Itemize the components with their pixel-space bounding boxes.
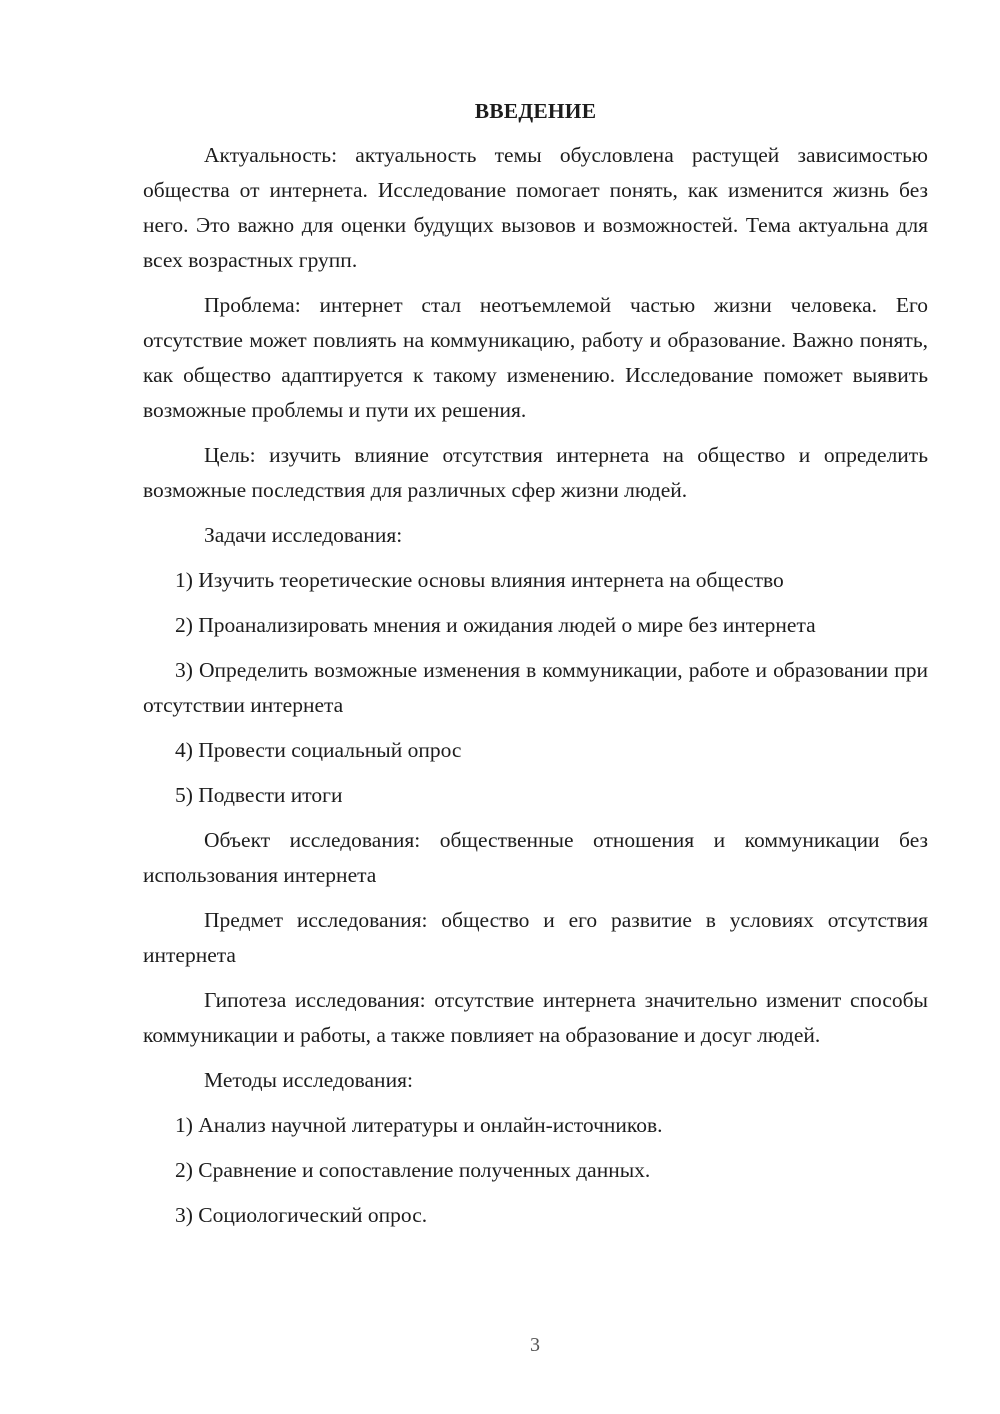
paragraph-methods-heading: Методы исследования:	[204, 1068, 413, 1092]
list-item-method-1: 1) Анализ научной литературы и онлайн-источников.	[175, 1113, 663, 1137]
paragraph-relevance: Актуальность: актуальность темы обусловлена растущей зависимостью общества от интернета. Исследование помогает понять, как изменится жизнь без него. Это важно для оценки будущих вызовов и возможностей. Тема актуальна для всех возрастных групп.	[143, 143, 928, 272]
list-item-task-5: 5) Подвести итоги	[175, 783, 343, 807]
list-item-task-1: 1) Изучить теоретические основы влияния интернета на общество	[175, 568, 784, 592]
list-item-task-4: 4) Провести социальный опрос	[175, 738, 462, 762]
paragraph-subject: Предмет исследования: общество и его развитие в условиях отсутствия интернета	[143, 908, 928, 967]
list-item-task-3: 3) Определить возможные изменения в коммуникации, работе и образовании при отсутствии интернета	[143, 658, 928, 717]
page-number: 3	[530, 1334, 540, 1356]
list-item-method-3: 3) Социологический опрос.	[175, 1203, 428, 1227]
paragraph-hypothesis: Гипотеза исследования: отсутствие интернета значительно изменит способы коммуникации и работы, а также повлияет на образование и досуг людей.	[143, 988, 928, 1047]
document-page	[143, 96, 928, 1243]
list-item-method-2: 2) Сравнение и сопоставление полученных данных.	[175, 1158, 651, 1182]
list-item-task-2: 2) Проанализировать мнения и ожидания людей о мире без интернета	[175, 613, 816, 637]
paragraph-problem: Проблема: интернет стал неотъемлемой частью жизни человека. Его отсутствие может повлиять на коммуникацию, работу и образование. Важно понять, как общество адаптируется к такому изменению. Исследование поможет выявить возможные проблемы и пути их решения.	[143, 293, 928, 422]
paragraph-object: Объект исследования: общественные отношения и коммуникации без использования интернета	[143, 828, 928, 887]
section-title: ВВЕДЕНИЕ	[474, 99, 597, 123]
paragraph-goal: Цель: изучить влияние отсутствия интернета на общество и определить возможные последствия для различных сфер жизни людей.	[143, 443, 928, 502]
paragraph-tasks-heading: Задачи исследования:	[204, 523, 403, 547]
